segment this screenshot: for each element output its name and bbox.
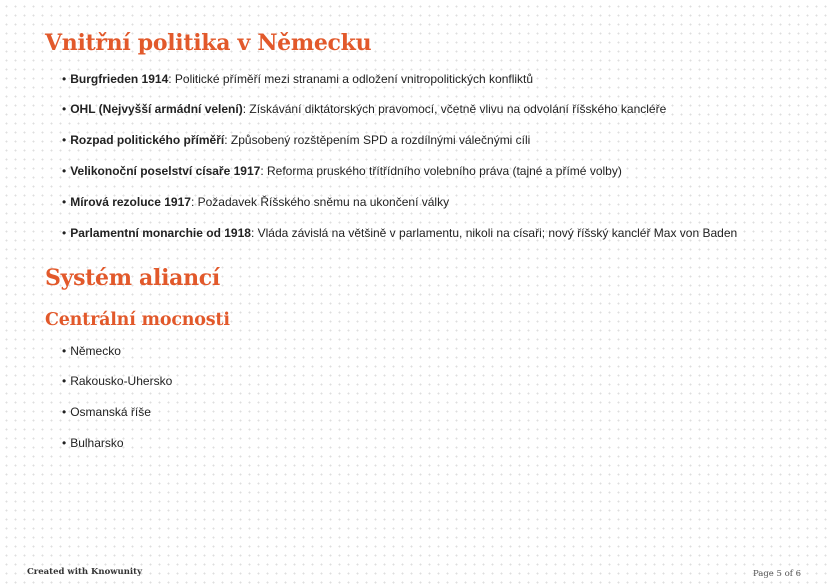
list-item: • Bulharsko [62,436,124,450]
bullet-item: • OHL (Nejvyšší armádní velení): Získávání diktátorských pravomocí, včetně vlivu na odvolání říšského kancléře [62,102,667,116]
bullet-term: Burgfrieden 1914 [70,72,169,86]
footer-credit: Created with Knowunity [27,567,143,577]
bullet-text: : Reforma pruského třítřídního volebního práva (tajné a přímé volby) [260,164,622,178]
list-item-label: Rakousko-Uhersko [70,374,173,388]
list-item-label: Bulharsko [70,436,124,450]
list-item-label: Německo [70,344,121,358]
bullet-item: • Burgfrieden 1914: Politické příměří mezi stranami a odložení vnitropolitických konfliktů [62,72,534,86]
bullet-text: : Požadavek Říšského sněmu na ukončení války [190,195,450,209]
bullet-term: Velikonoční poselství císaře 1917 [70,164,261,178]
section-title-alliance-system: Systém aliancí [45,265,220,291]
bullet-term: Parlamentní monarchie od 1918 [70,226,251,240]
list-item: • Německo [62,344,121,358]
bullet-text: : Politické příměří mezi stranami a odložení vnitropolitických konfliktů [168,72,534,86]
bullet-term: Mírová rezoluce 1917 [70,195,191,209]
list-item: • Rakousko-Uhersko [62,374,173,388]
section-title-domestic-politics: Vnitřní politika v Německu [45,30,372,56]
bullet-text: : Získávání diktátorských pravomocí, včetně vlivu na odvolání říšského kancléře [242,102,667,116]
page-number: Page 5 of 6 [752,569,801,579]
bullet-term: Rozpad politického příměří [70,133,225,147]
bullet-item: • Mírová rezoluce 1917: Požadavek Říšského sněmu na ukončení války [62,195,450,209]
bullet-text: : Vláda závislá na většině v parlamentu, nikoli na císaři; nový říšský kancléř Max von Baden [250,226,738,240]
bullet-term: OHL (Nejvyšší armádní velení) [70,102,243,116]
list-item-label: Osmanská říše [70,405,151,419]
bullet-text: : Způsobený rozštěpením SPD a rozdílnými válečnými cíli [224,133,531,147]
bullet-item: • Velikonoční poselství císaře 1917: Reforma pruského třítřídního volebního práva (tajné a přímé volby) [62,164,622,178]
list-item: • Osmanská říše [62,405,151,419]
subsection-title-central-powers: Centrální mocnosti [45,310,230,330]
bullet-item: • Parlamentní monarchie od 1918: Vláda závislá na většině v parlamentu, nikoli na císaři; nový říšský kancléř Max von Baden [62,226,738,240]
bullet-item: • Rozpad politického příměří: Způsobený rozštěpením SPD a rozdílnými válečnými cíli [62,133,531,147]
